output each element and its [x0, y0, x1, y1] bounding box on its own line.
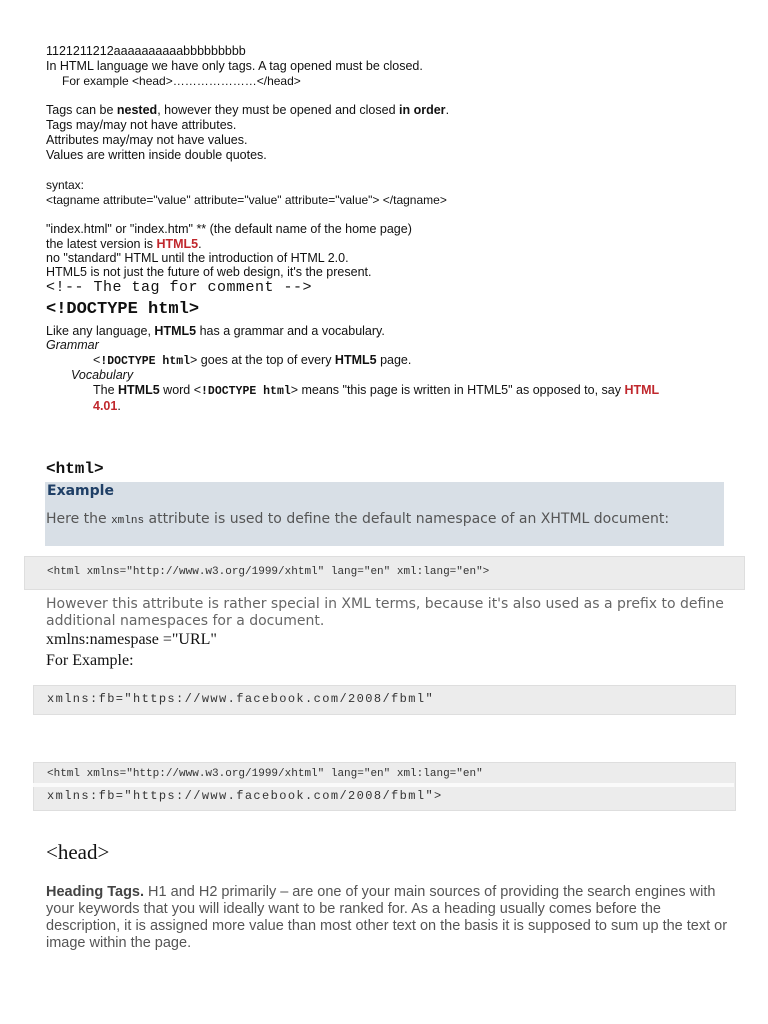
line-id: 1121211212aaaaaaaaaabbbbbbbbb	[46, 44, 246, 58]
xml-attribute-paragraph: However this attribute is rather special in XML terms, because it's also used as a prefix to define additional namespaces for a document.	[46, 596, 724, 629]
code-html-xmlns: <html xmlns="http://www.w3.org/1999/xhtml" lang="en" xml:lang="en">	[47, 566, 490, 578]
line-comment-tag: <!-- The tag for comment -->	[46, 279, 313, 296]
line-xmlns-namespace: xmlns:namespase ="URL"	[46, 631, 217, 648]
code-xmlns-fb: xmlns:fb="https://www.facebook.com/2008/fbml"	[47, 692, 435, 706]
example-description: Here the xmlns attribute is used to define the default namespace of an XHTML document:	[46, 511, 670, 527]
line-html5-present: HTML5 is not just the future of web design, it's the present.	[46, 265, 372, 279]
heading-tags-paragraph: Heading Tags. H1 and H2 primarily – are one of your main sources of providing the search engines with your keywords that you will ideally want to be ranked for. As a heading usually comes before the description, it is assigned more value than most other text on the basis it is supposed to sum up the text or image within the page.	[46, 884, 728, 951]
line-html5-word: The HTML5 word <!DOCTYPE html> means "this page is written in HTML5" as opposed to, say HTML	[93, 383, 660, 398]
line-quotes: Values are written inside double quotes.	[46, 148, 267, 162]
line-nested: Tags can be nested, however they must be opened and closed in order.	[46, 103, 450, 117]
line-for-example: For Example:	[46, 652, 134, 669]
line-tags-intro: In HTML language we have only tags. A tag opened must be closed.	[46, 59, 423, 73]
example-title: Example	[47, 483, 114, 499]
label-grammar: Grammar	[46, 338, 99, 352]
line-latest: the latest version is HTML5.	[46, 237, 202, 251]
line-values: Attributes may/may not have values.	[46, 133, 248, 147]
line-for-example-head: For example <head>…………………</head>	[62, 74, 301, 88]
line-syntax: <tagname attribute="value" attribute="value" attribute="value"> </tagname>	[46, 193, 447, 207]
line-attributes: Tags may/may not have attributes.	[46, 118, 237, 132]
code-combined-line2: xmlns:fb="https://www.facebook.com/2008/fbml">	[47, 789, 443, 803]
code-combined-line1: <html xmlns="http://www.w3.org/1999/xhtml" lang="en" xml:lang="en"	[47, 768, 483, 780]
code-divider	[33, 783, 734, 787]
head-tag-heading: <head>	[46, 840, 110, 864]
line-grammar-vocab: Like any language, HTML5 has a grammar and a vocabulary.	[46, 324, 385, 338]
line-html401: 4.01.	[93, 399, 121, 413]
label-vocabulary: Vocabulary	[71, 368, 134, 382]
line-syntax-label: syntax:	[46, 178, 85, 192]
line-no-standard: no "standard" HTML until the introduction of HTML 2.0.	[46, 251, 349, 265]
line-html-tag: <html>	[46, 460, 104, 478]
line-doctype-top: <!DOCTYPE html> goes at the top of every HTML5 page.	[93, 353, 412, 368]
line-doctype: <!DOCTYPE html>	[46, 300, 200, 319]
line-index: "index.html" or "index.htm" ** (the default name of the home page)	[46, 222, 412, 236]
